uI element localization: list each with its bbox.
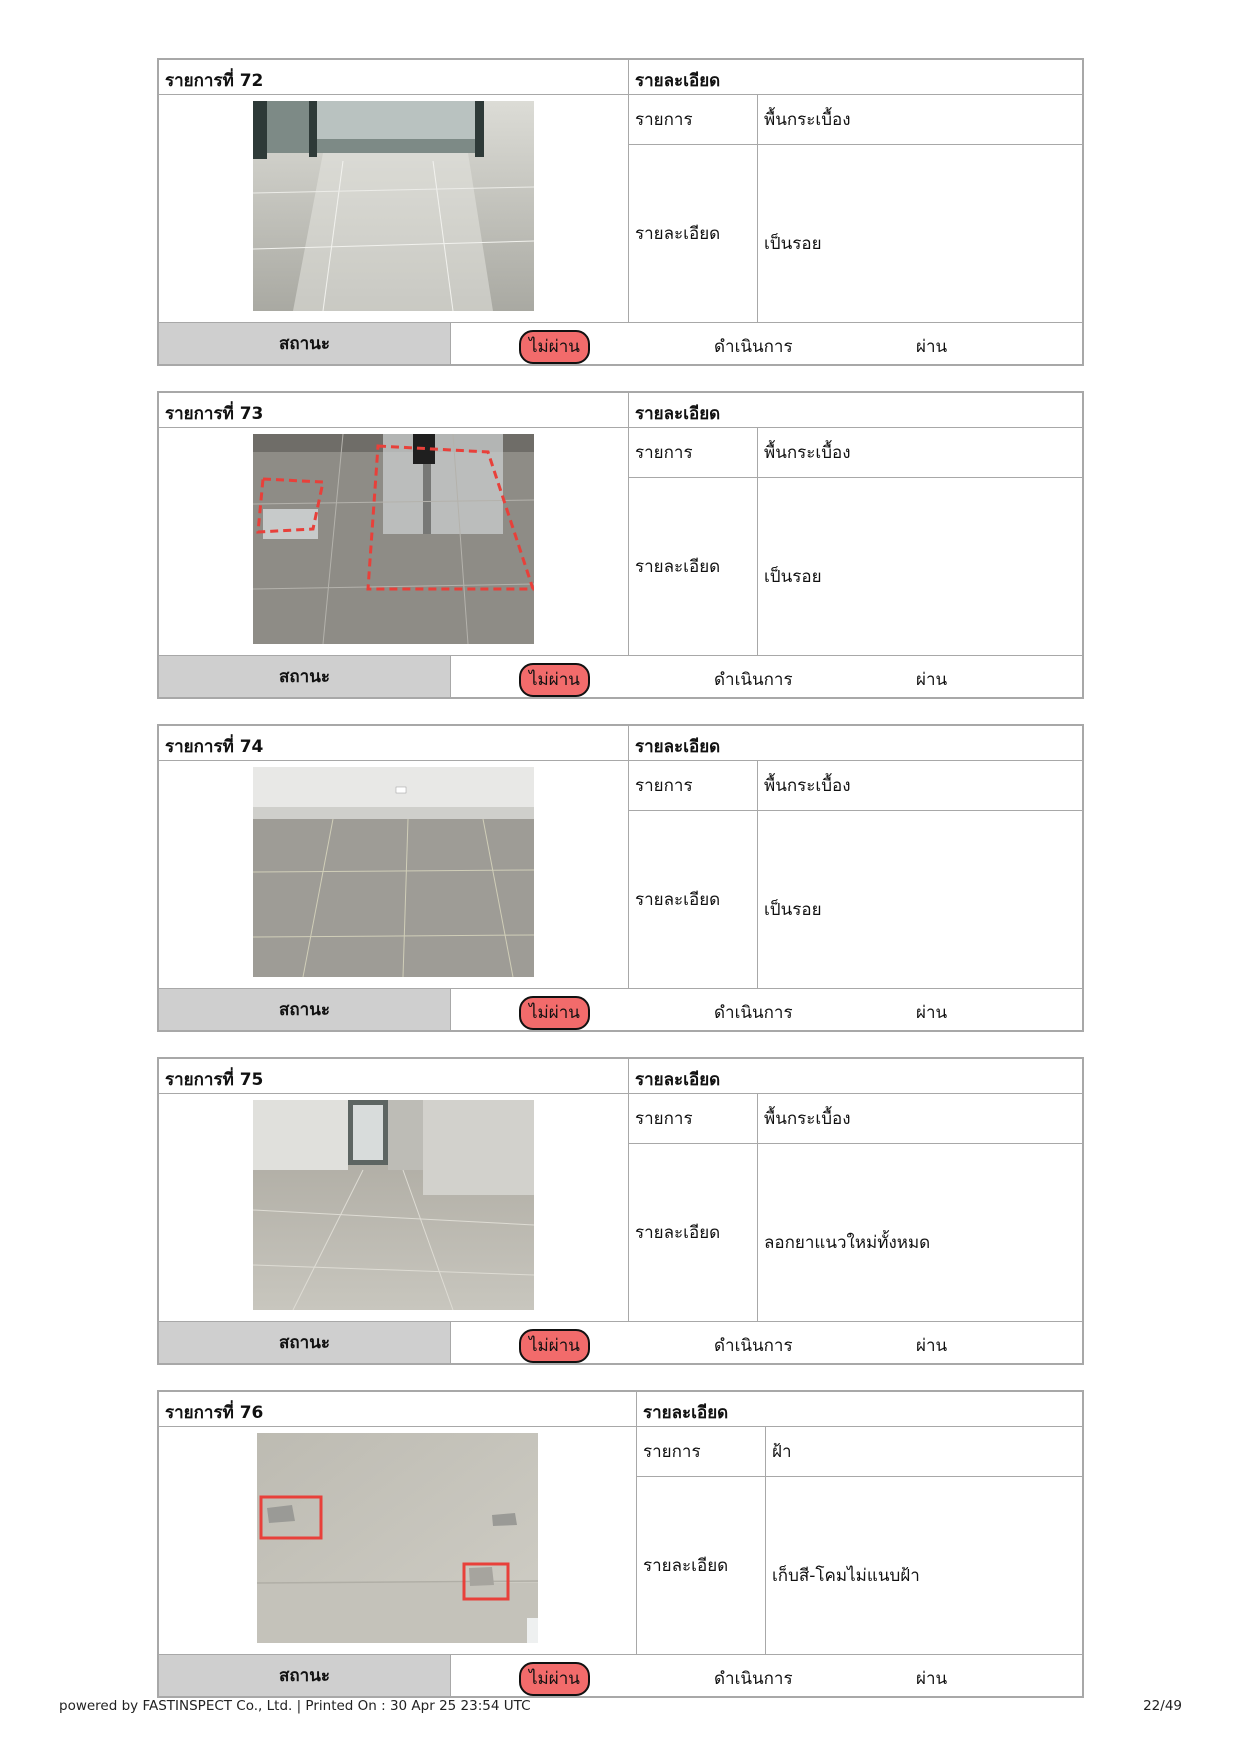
item-label: รายการ — [629, 95, 758, 144]
item-title: รายการที่ 74 — [159, 726, 629, 760]
detail-header: รายละเอียด — [635, 71, 721, 91]
status-pass[interactable]: ผ่าน — [916, 1003, 948, 1023]
status-fail-selected[interactable]: ไม่ผ่าน — [519, 663, 590, 697]
detail-header: รายละเอียด — [635, 404, 721, 424]
item-label: รายการ — [629, 428, 758, 477]
item-label: รายการ — [637, 1427, 766, 1476]
inspection-item-75 — [157, 1057, 1084, 1365]
inspection-items — [157, 58, 1084, 1698]
footer-credits: powered by FASTINSPECT Co., Ltd. | Printed On : 30 Apr 25 23:54 UTC — [59, 1698, 531, 1714]
status-fail-selected[interactable]: ไม่ผ่าน — [519, 996, 590, 1030]
status-label: สถานะ — [159, 323, 451, 364]
inspection-item-74 — [157, 724, 1084, 1032]
detail-header: รายละเอียด — [643, 1403, 729, 1423]
status-options — [451, 323, 1082, 364]
detail-label: รายละเอียด — [629, 1144, 758, 1321]
status-options — [451, 1655, 1082, 1696]
item-photo[interactable] — [253, 1100, 534, 1310]
detail-header: รายละเอียด — [635, 1070, 721, 1090]
status-label: สถานะ — [159, 1322, 451, 1363]
inspection-item-76 — [157, 1390, 1084, 1698]
item-value: พื้นกระเบื้อง — [764, 1109, 851, 1129]
status-pass[interactable]: ผ่าน — [916, 337, 948, 357]
detail-value: เป็นรอย — [764, 900, 822, 920]
inspection-item-73 — [157, 391, 1084, 699]
item-title: รายการที่ 76 — [159, 1392, 637, 1426]
status-in-progress[interactable]: ดำเนินการ — [714, 1003, 793, 1023]
detail-label: รายละเอียด — [637, 1477, 766, 1654]
status-pass[interactable]: ผ่าน — [916, 1336, 948, 1356]
page-number: 22/49 — [1143, 1698, 1182, 1714]
item-value: พื้นกระเบื้อง — [764, 443, 851, 463]
detail-header: รายละเอียด — [635, 737, 721, 757]
status-label: สถานะ — [159, 1655, 451, 1696]
status-in-progress[interactable]: ดำเนินการ — [714, 337, 793, 357]
detail-value: ลอกยาแนวใหม่ทั้งหมด — [764, 1233, 931, 1253]
status-pass[interactable]: ผ่าน — [916, 1669, 948, 1689]
detail-value: เป็นรอย — [764, 567, 822, 587]
status-fail-selected[interactable]: ไม่ผ่าน — [519, 1329, 590, 1363]
detail-label: รายละเอียด — [629, 145, 758, 322]
status-options — [451, 1322, 1082, 1363]
status-pass[interactable]: ผ่าน — [916, 670, 948, 690]
detail-value: เป็นรอย — [764, 234, 822, 254]
status-in-progress[interactable]: ดำเนินการ — [714, 1336, 793, 1356]
item-value: พื้นกระเบื้อง — [764, 776, 851, 796]
item-title: รายการที่ 75 — [159, 1059, 629, 1093]
status-label: สถานะ — [159, 656, 451, 697]
status-options — [451, 989, 1082, 1030]
detail-label: รายละเอียด — [629, 478, 758, 655]
item-label: รายการ — [629, 1094, 758, 1143]
status-in-progress[interactable]: ดำเนินการ — [714, 670, 793, 690]
status-fail-selected[interactable]: ไม่ผ่าน — [519, 1662, 590, 1696]
item-title: รายการที่ 72 — [159, 60, 629, 94]
item-photo[interactable] — [253, 434, 534, 644]
item-value: ฝ้า — [772, 1442, 792, 1462]
item-title: รายการที่ 73 — [159, 393, 629, 427]
detail-value: เก็บสี-โคมไม่แนบฝ้า — [772, 1566, 920, 1586]
status-label: สถานะ — [159, 989, 451, 1030]
item-value: พื้นกระเบื้อง — [764, 110, 851, 130]
status-options — [451, 656, 1082, 697]
detail-label: รายละเอียด — [629, 811, 758, 988]
inspection-item-72 — [157, 58, 1084, 366]
item-label: รายการ — [629, 761, 758, 810]
item-photo[interactable] — [253, 101, 534, 311]
status-fail-selected[interactable]: ไม่ผ่าน — [519, 330, 590, 364]
status-in-progress[interactable]: ดำเนินการ — [714, 1669, 793, 1689]
item-photo[interactable] — [257, 1433, 538, 1643]
item-photo[interactable] — [253, 767, 534, 977]
